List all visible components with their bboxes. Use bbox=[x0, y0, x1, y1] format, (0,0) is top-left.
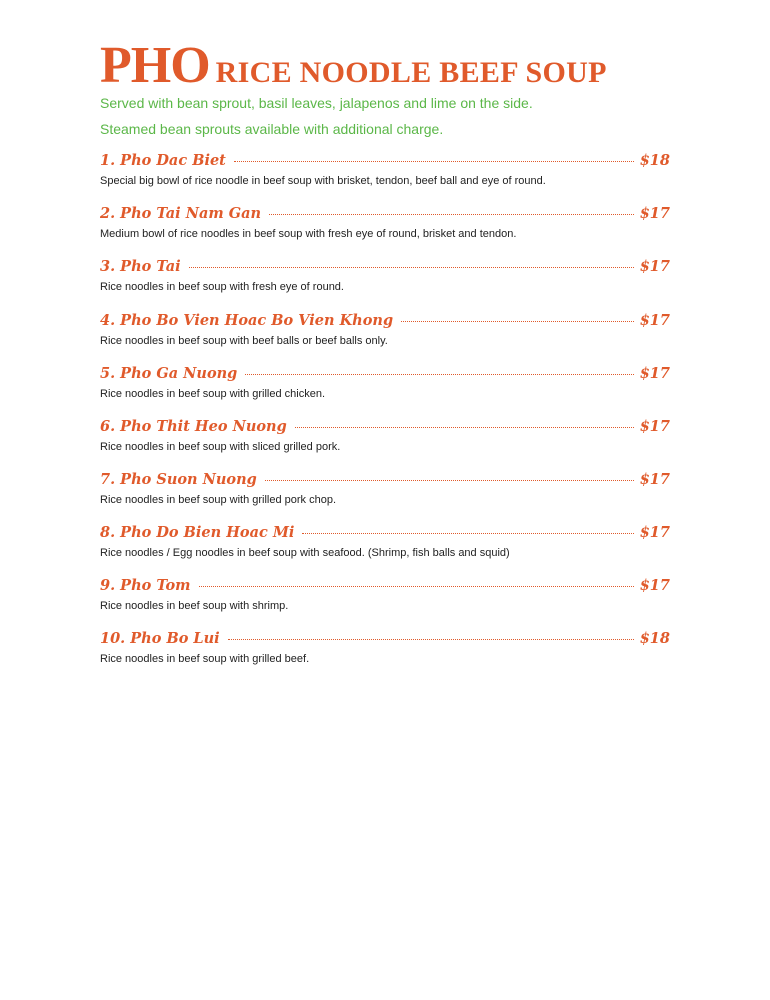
item-name: 6. Pho Thit Heo Nuong bbox=[100, 418, 287, 435]
item-description: Rice noodles in beef soup with grilled beef. bbox=[100, 653, 310, 665]
item-description: Rice noodles / Egg noodles in beef soup with seafood. (Shrimp, fish balls and squid) bbox=[100, 547, 510, 559]
item-name: 5. Pho Ga Nuong bbox=[100, 365, 238, 382]
item-name: 2. Pho Tai Nam Gan bbox=[100, 205, 262, 222]
item-price: $17 bbox=[639, 258, 670, 275]
item-description: Special big bowl of rice noodle in beef soup with brisket, tendon, beef ball and eye of round. bbox=[100, 175, 546, 187]
menu-item bbox=[100, 630, 670, 665]
menu-item bbox=[100, 312, 670, 347]
menu-item bbox=[100, 365, 670, 400]
item-description: Rice noodles in beef soup with beef balls or beef balls only. bbox=[100, 335, 388, 347]
item-price: $18 bbox=[639, 630, 670, 647]
dot-leader bbox=[234, 161, 634, 162]
item-description: Rice noodles in beef soup with fresh eye of round. bbox=[100, 281, 344, 293]
note-served-with: Served with bean sprout, basil leaves, jalapenos and lime on the side. bbox=[100, 95, 533, 111]
menu-item bbox=[100, 418, 670, 453]
item-name: 8. Pho Do Bien Hoac Mi bbox=[100, 524, 295, 541]
dot-leader bbox=[189, 267, 634, 268]
item-name: 10. Pho Bo Lui bbox=[100, 630, 220, 647]
item-name: 3. Pho Tai bbox=[100, 258, 181, 275]
item-price: $17 bbox=[639, 205, 670, 222]
item-description: Medium bowl of rice noodles in beef soup with fresh eye of round, brisket and tendon. bbox=[100, 228, 517, 240]
dot-leader bbox=[302, 533, 633, 534]
title-pho: PHO bbox=[100, 37, 210, 94]
item-name: 1. Pho Dac Biet bbox=[100, 152, 226, 169]
menu-item bbox=[100, 577, 670, 612]
dot-leader bbox=[265, 480, 634, 481]
dot-leader bbox=[245, 374, 633, 375]
dot-leader bbox=[269, 214, 634, 215]
item-price: $17 bbox=[639, 312, 670, 329]
menu-item bbox=[100, 258, 670, 293]
item-name: 4. Pho Bo Vien Hoac Bo Vien Khong bbox=[100, 312, 394, 329]
item-description: Rice noodles in beef soup with grilled pork chop. bbox=[100, 494, 337, 506]
item-price: $17 bbox=[639, 524, 670, 541]
item-name: 7. Pho Suon Nuong bbox=[100, 471, 257, 488]
menu-item bbox=[100, 152, 670, 187]
item-description: Rice noodles in beef soup with shrimp. bbox=[100, 600, 289, 612]
item-price: $17 bbox=[639, 365, 670, 382]
item-price: $17 bbox=[639, 471, 670, 488]
item-price: $17 bbox=[639, 577, 670, 594]
menu-item bbox=[100, 205, 670, 240]
page-title bbox=[100, 36, 607, 95]
dot-leader bbox=[401, 321, 634, 322]
dot-leader bbox=[199, 586, 634, 587]
note-bean-sprouts: Steamed bean sprouts available with additional charge. bbox=[100, 121, 444, 137]
menu-item bbox=[100, 471, 670, 506]
item-description: Rice noodles in beef soup with grilled chicken. bbox=[100, 388, 326, 400]
item-price: $18 bbox=[639, 152, 670, 169]
item-name: 9. Pho Tom bbox=[100, 577, 191, 594]
item-description: Rice noodles in beef soup with sliced grilled pork. bbox=[100, 441, 341, 453]
item-price: $17 bbox=[639, 418, 670, 435]
dot-leader bbox=[295, 427, 634, 428]
title-subtitle: RICE NOODLE BEEF SOUP bbox=[215, 56, 607, 89]
menu-item bbox=[100, 524, 670, 559]
dot-leader bbox=[228, 639, 634, 640]
